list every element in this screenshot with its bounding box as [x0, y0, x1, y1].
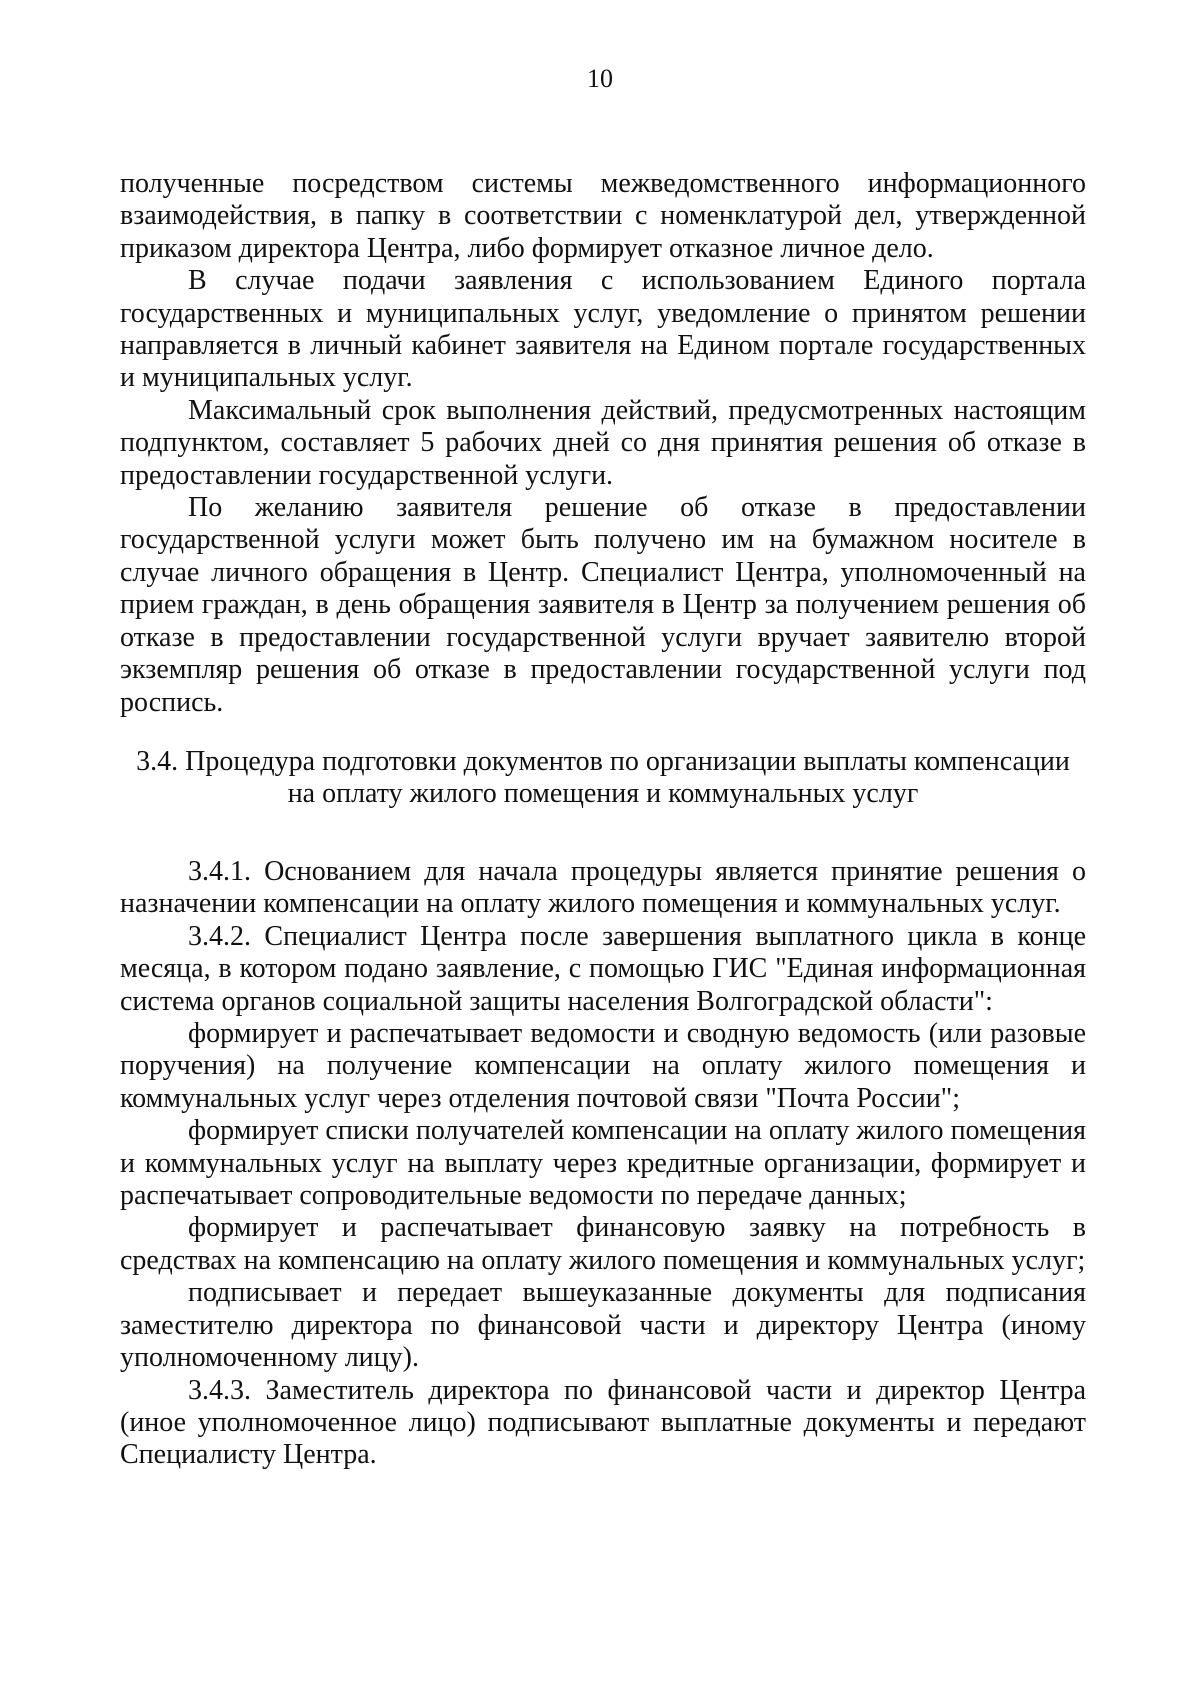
paragraph-statements: формирует и распечатывает ведомости и сводную ведомость (или разовые поручения) на получение компенсации на оплату жилого помещения и коммунальных услуг через отделения почтовой связи "Почта России";	[120, 1018, 1086, 1114]
paragraph-max-term: Максимальный срок выполнения действий, предусмотренных настоящим подпунктом, составляет 5 рабочих дней со дня принятия решения об отказе в предоставлении государственной услуги.	[120, 394, 1086, 491]
paragraph-3-4-1: 3.4.1. Основанием для начала процедуры является принятие решения о назначении компенсации на оплату жилого помещения и коммунальных услуг.	[120, 856, 1086, 920]
paragraph-case-file: полученные посредством системы межведомственного информационного взаимодействия, в папку в соответствии с номенклатурой дел, утвержденной приказом директора Центра, либо формирует отказное личное дело.	[120, 168, 1086, 264]
section-heading	[120, 746, 1086, 810]
paragraph-3-4-2: 3.4.2. Специалист Центра после завершения выплатного цикла в конце месяца, в котором подано заявление, с помощью ГИС "Единая информационная система органов социальной защиты населения Волгоградской области":	[120, 920, 1086, 1017]
paragraph-portal-notification: В случае подачи заявления с использованием Единого портала государственных и муниципальных услуг, уведомление о принятом решении направляется в личный кабинет заявителя на Едином портале государственных и муниципальных услуг.	[120, 265, 1086, 394]
page-number: 10	[587, 64, 613, 93]
paragraph-signing: подписывает и передает вышеуказанные документы для подписания заместителю директора по финансовой части и директору Центра (иному уполномоченному лицу).	[120, 1277, 1086, 1374]
section-heading-line-2: на оплату жилого помещения и коммунальных услуг	[287, 778, 919, 809]
paragraph-recipient-lists: формирует списки получателей компенсации на оплату жилого помещения и коммунальных услуг на выплату через кредитные организации, формирует и распечатывает сопроводительные ведомости по передаче данных;	[120, 1115, 1086, 1212]
paragraph-paper-copy: По желанию заявителя решение об отказе в предоставлении государственной услуги может быть получено им на бумажном носителе в случае личного обращения в Центр. Специалист Центра, уполномоченный на прием граждан, в день обращения заявителя в Центр за получением решения об отказе в предоставлении государственной услуги вручает заявителю второй экземпляр решения об отказе в предоставлении государственной услуги под роспись.	[120, 492, 1086, 718]
paragraph-financial-request: формирует и распечатывает финансовую заявку на потребность в средствах на компенсацию на оплату жилого помещения и коммунальных услуг;	[120, 1212, 1086, 1276]
text-block-compensation	[120, 856, 1086, 1472]
section-heading-line-1: 3.4. Процедура подготовки документов по организации выплаты компенсации	[136, 746, 1070, 777]
text-block-refusal	[120, 168, 1086, 719]
paragraph-3-4-3: 3.4.3. Заместитель директора по финансовой части и директор Центра (иное уполномоченное лицо) подписывают выплатные документы и передают Специалисту Центра.	[120, 1374, 1086, 1471]
